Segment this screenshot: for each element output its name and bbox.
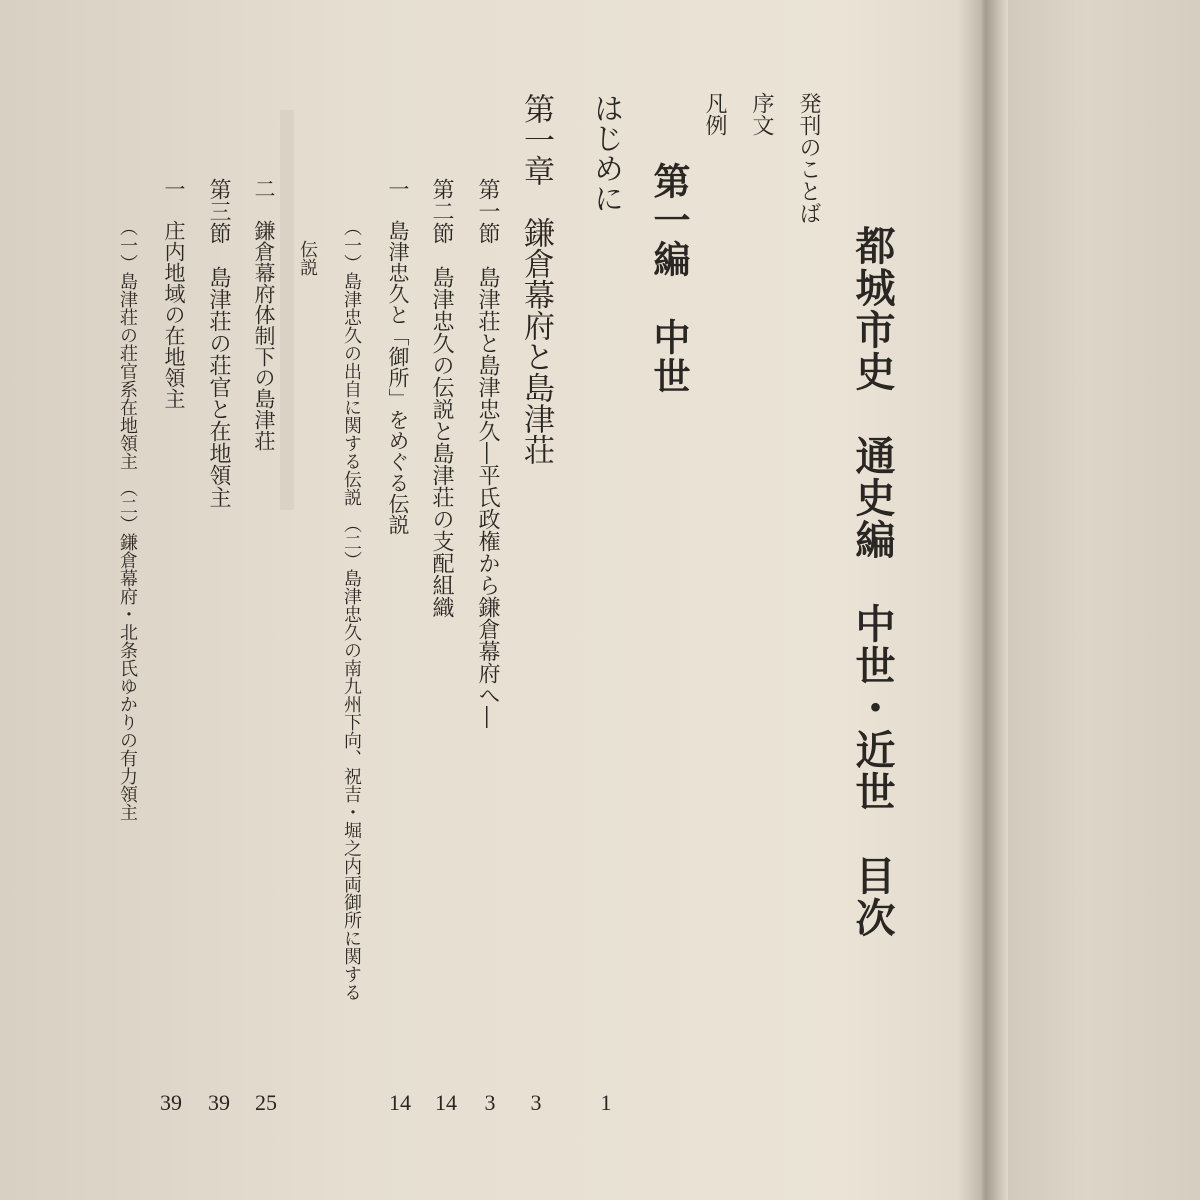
toc-entry-label: はじめに <box>588 93 623 213</box>
toc-page-number: 3 <box>530 1090 542 1115</box>
toc-entry-label: 一 島津忠久と「御所」をめぐる伝説 <box>386 178 410 535</box>
show-through-text <box>280 110 294 510</box>
page-title: 都城市史 通史編 中世・近世 目次 <box>849 225 896 939</box>
toc-entry-subsection-3 <box>163 178 184 1066</box>
toc-entry-chapter-1 <box>518 93 554 1067</box>
toc-front-matter-3: 凡例 <box>702 92 727 136</box>
toc-entry-label: 第一章 鎌倉幕府と島津荘 <box>518 93 554 465</box>
toc-entry-introduction <box>588 93 623 1097</box>
toc-entry-section-1 <box>476 178 498 1079</box>
part-heading: 第一編 中世 <box>647 162 691 396</box>
toc-page-number: 39 <box>160 1090 182 1115</box>
toc-entry-detail-1: （一）島津忠久の出自に関する伝説 （二）島津忠久の南九州下向、祝吉・堀之内両御所に関する <box>341 218 362 1001</box>
toc-front-matter-2: 序文 <box>749 92 774 136</box>
toc-entry-subsection-2 <box>253 178 274 1048</box>
toc-page-number: 1 <box>600 1090 612 1115</box>
toc-page-number: 25 <box>255 1090 277 1115</box>
toc-page-number: 14 <box>389 1090 411 1115</box>
facing-page <box>1008 0 1200 1200</box>
toc-entry-section-3 <box>207 178 229 1025</box>
toc-front-matter-1: 発刊のことば <box>796 92 821 224</box>
toc-entry-label: 第二節 島津忠久の伝説と島津荘の支配組織 <box>429 178 454 618</box>
toc-entry-label: 一 庄内地域の在地領主 <box>162 178 186 409</box>
toc-entry-section-2 <box>430 178 452 1065</box>
toc-page-number: 14 <box>435 1090 457 1115</box>
toc-entry-label: 第三節 島津荘の荘官と在地領主 <box>206 178 231 508</box>
book-gutter-shadow <box>958 0 1008 1200</box>
toc-entry-label: 二 鎌倉幕府体制下の島津荘 <box>252 178 276 451</box>
toc-entry-detail-2: （一）島津荘の荘官系在地領主 （二）鎌倉幕府・北条氏ゆかりの有力領主 <box>117 218 138 821</box>
toc-entry-subsection-1 <box>387 178 408 1047</box>
toc-entry-detail-1-continued: 伝説 <box>297 240 318 276</box>
toc-page-number: 39 <box>208 1090 230 1115</box>
toc-entry-label: 第一節 島津荘と島津忠久―平氏政権から鎌倉幕府へ― <box>475 178 500 728</box>
toc-page-number: 3 <box>484 1090 496 1115</box>
